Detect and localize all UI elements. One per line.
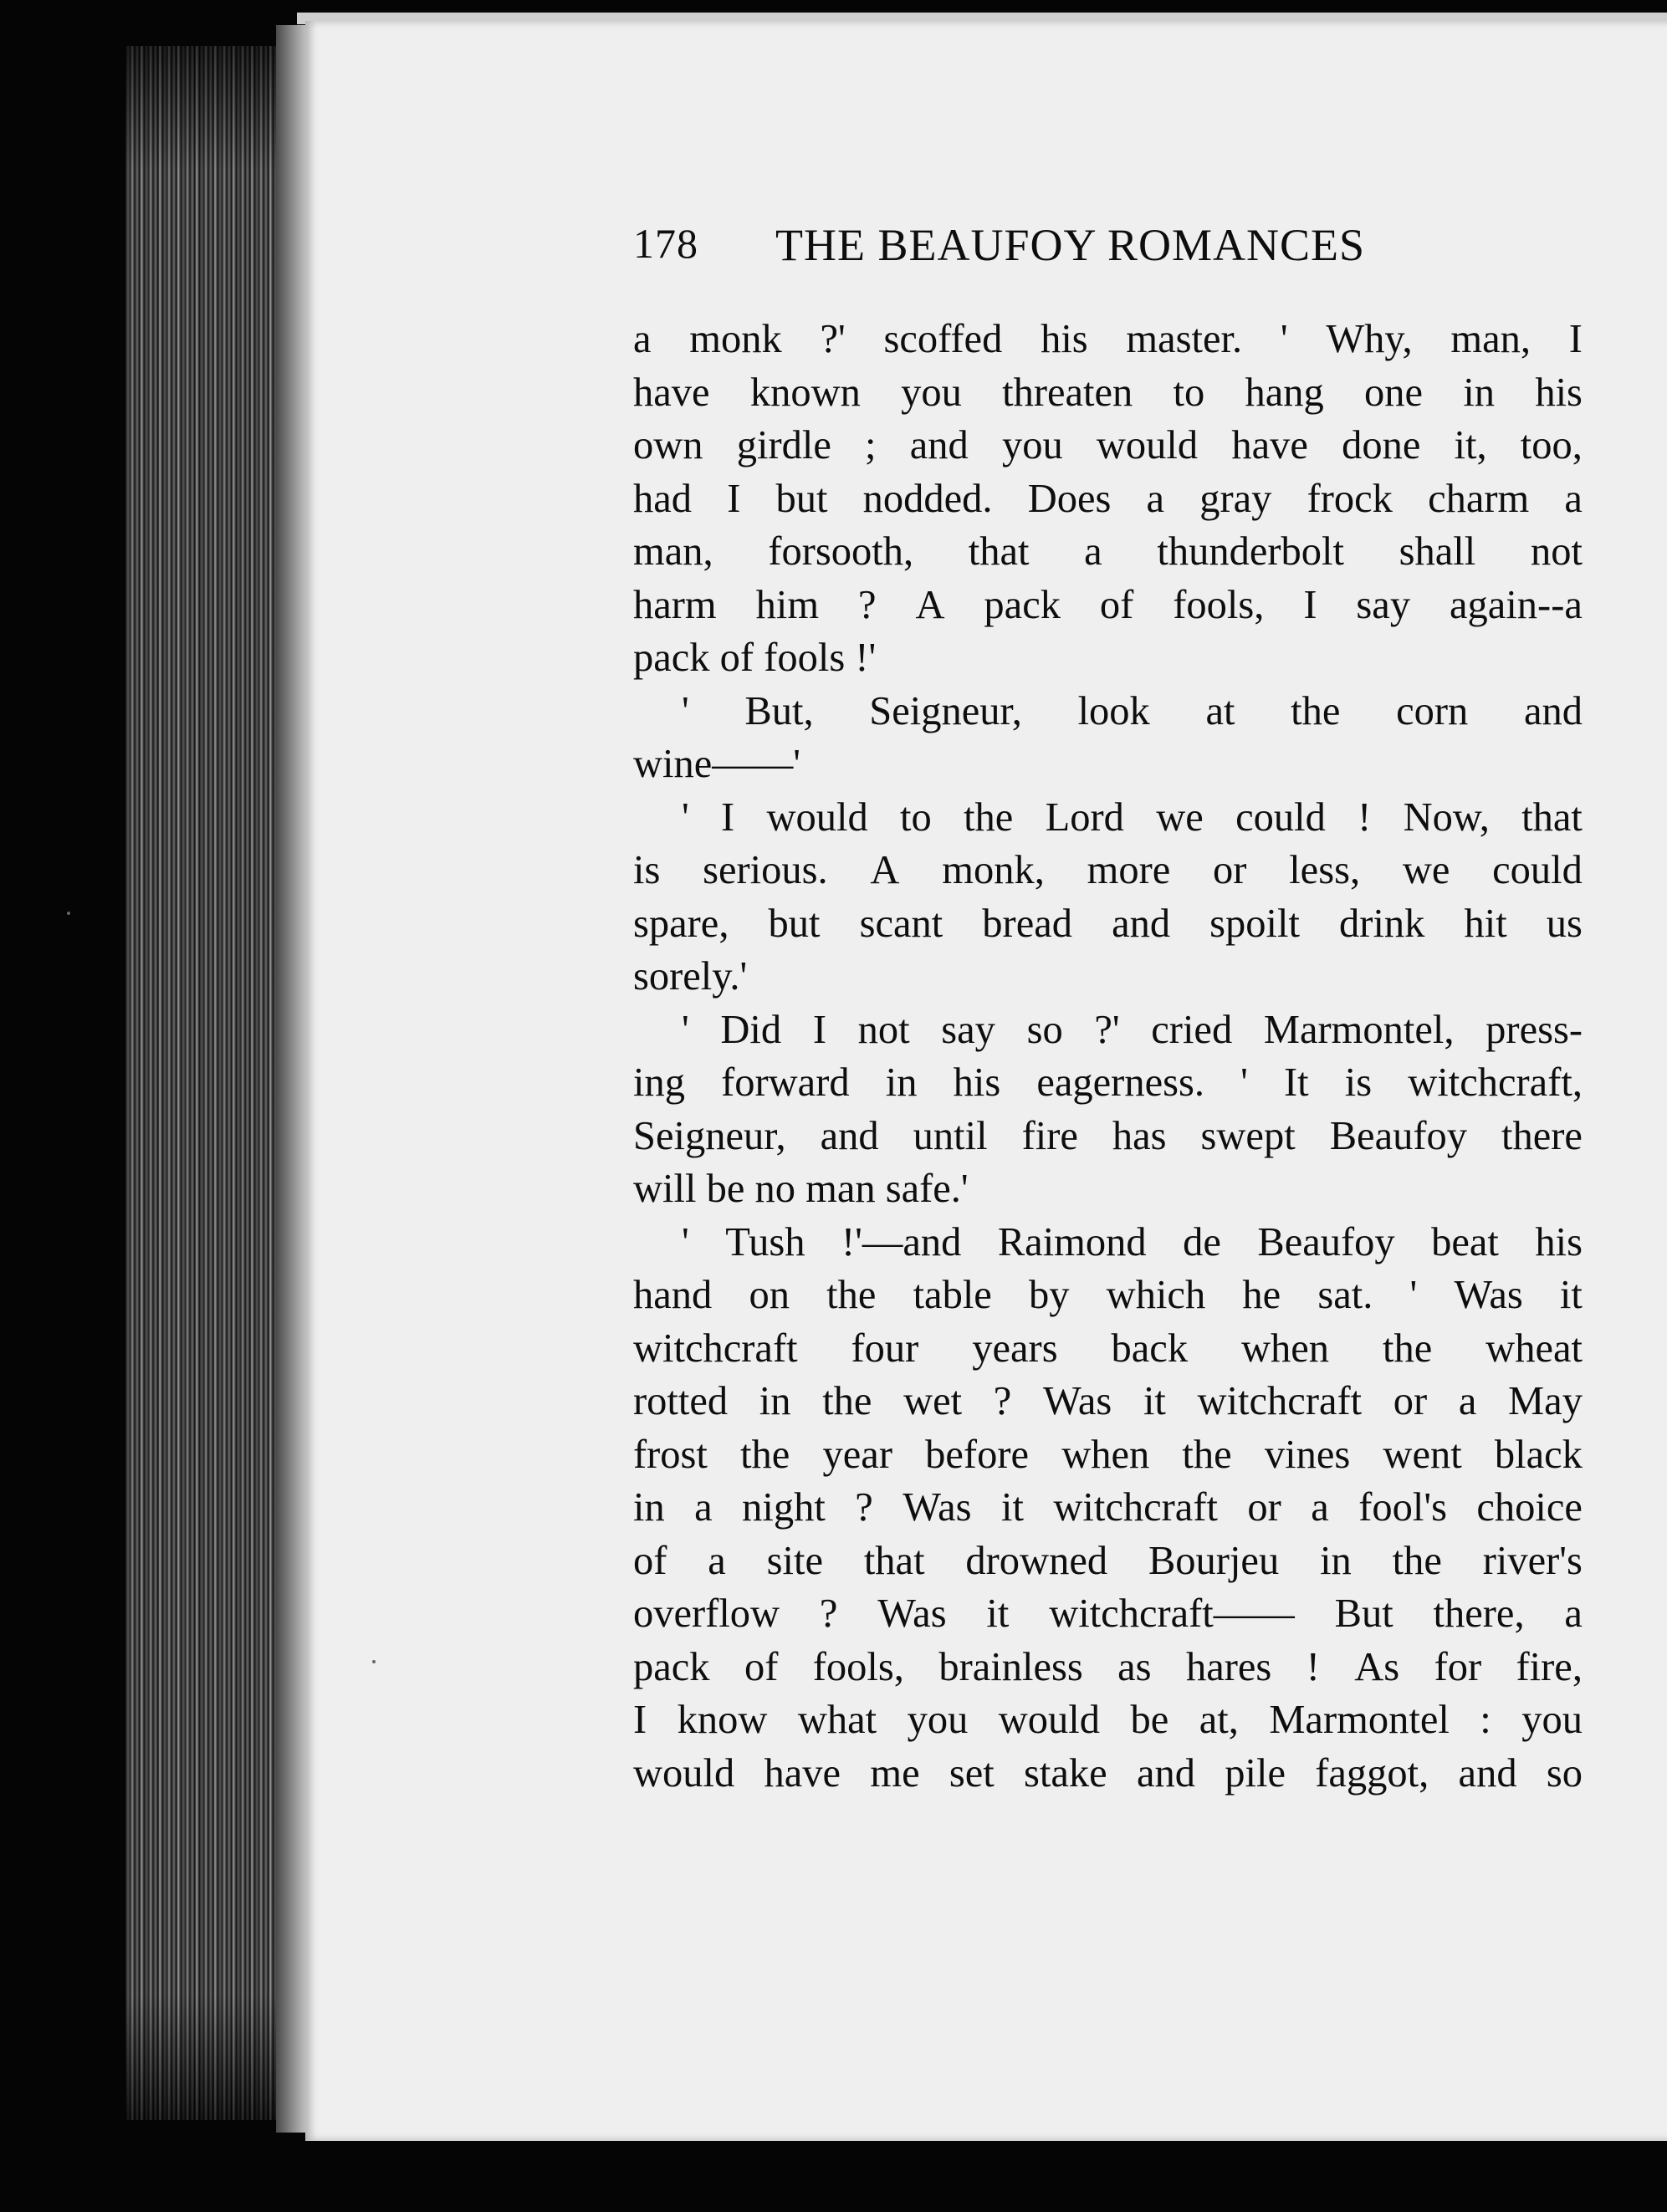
text-line: will be no man safe.' xyxy=(633,1167,969,1211)
text-line: ' But, Seigneur, look at the corn and xyxy=(682,688,1583,733)
text-line: of a site that drowned Bourjeu in the river's xyxy=(633,1538,1583,1583)
text-line: sorely.' xyxy=(633,954,748,999)
text-line: a monk ?' scoffed his master. ' Why, man, I xyxy=(633,317,1583,361)
text-line: in a night ? Was it witchcraft or a fool's choice xyxy=(633,1485,1583,1530)
page-number: 178 xyxy=(633,220,698,267)
body-text xyxy=(633,313,1583,1800)
running-head xyxy=(633,219,1470,278)
text-line: man, forsooth, that a thunderbolt shall not xyxy=(633,529,1583,574)
text-line: pack of fools, brainless as hares ! As for fire, xyxy=(633,1644,1583,1689)
text-line: ' Did I not say so ?' cried Marmontel, press- xyxy=(682,1007,1583,1052)
text-line: ing forward in his eagerness. ' It is witchcraft, xyxy=(633,1060,1583,1105)
text-line: spare, but scant bread and spoilt drink hit us xyxy=(633,901,1583,946)
text-line: own girdle ; and you would have done it, too, xyxy=(633,423,1583,467)
text-line: wine——' xyxy=(633,742,801,786)
text-line: would have me set stake and pile faggot, and so xyxy=(633,1750,1583,1796)
page-edge-shadow xyxy=(276,25,309,2133)
dust-speck xyxy=(372,1660,376,1663)
text-line: is serious. A monk, more or less, we could xyxy=(633,848,1583,892)
text-line: rotted in the wet ? Was it witchcraft or a May xyxy=(633,1379,1583,1423)
dust-speck xyxy=(67,912,70,915)
text-line: frost the year before when the vines went black xyxy=(633,1432,1583,1477)
text-line: Seigneur, and until fire has swept Beaufoy there xyxy=(633,1113,1583,1158)
text-line: have known you threaten to hang one in his xyxy=(633,370,1583,415)
text-line: overflow ? Was it witchcraft—— But there, a xyxy=(633,1591,1583,1636)
text-line: ' I would to the Lord we could ! Now, that xyxy=(682,794,1583,840)
text-line: had I but nodded. Does a gray frock charm a xyxy=(633,476,1583,521)
text-line: witchcraft four years back when the wheat xyxy=(633,1326,1583,1371)
book-title: THE BEAUFOY ROMANCES xyxy=(775,220,1366,270)
text-line: ' Tush !'—and Raimond de Beaufoy beat his xyxy=(682,1219,1583,1264)
text-line: I know what you would be at, Marmontel : you xyxy=(633,1698,1583,1742)
text-line: hand on the table by which he sat. ' Was it xyxy=(633,1273,1583,1317)
text-line: pack of fools !' xyxy=(633,636,877,680)
text-line: harm him ? A pack of fools, I say again--a xyxy=(633,582,1583,627)
